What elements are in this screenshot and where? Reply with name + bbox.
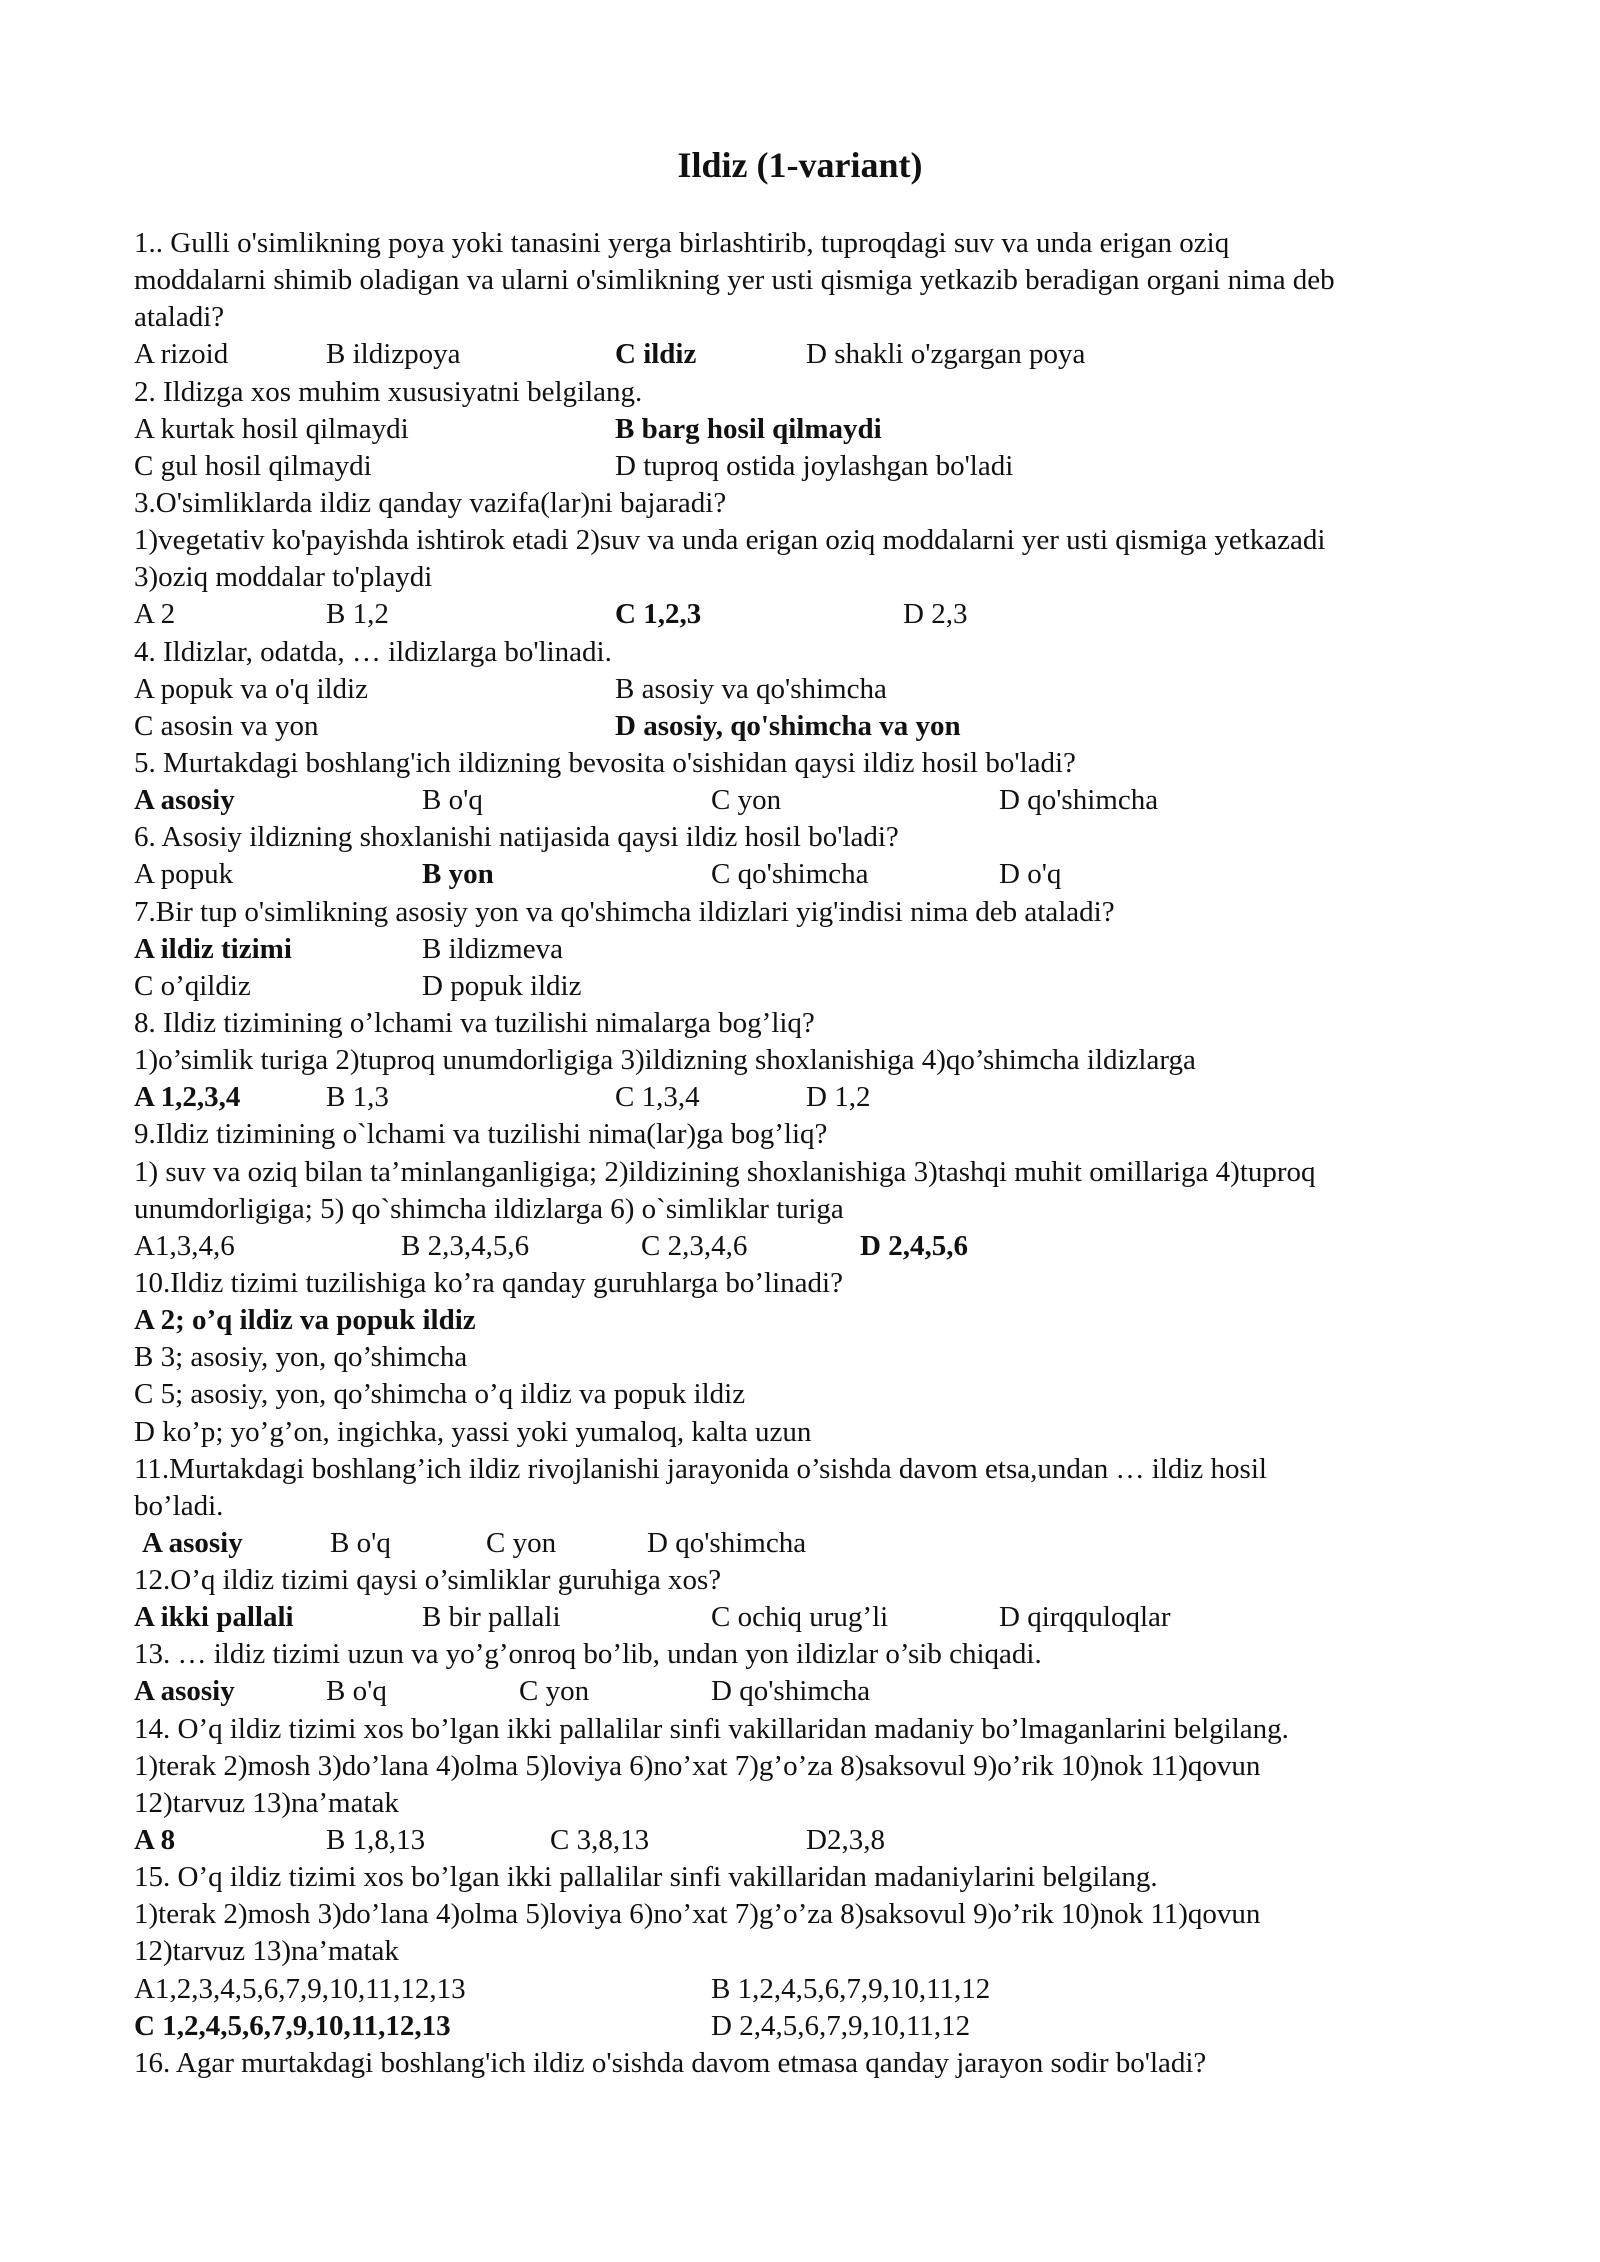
options-row [134, 1971, 1504, 2008]
option-a: A1,2,3,4,5,6,7,9,10,11,12,13 [134, 1972, 466, 2005]
option-b-correct: B yon [422, 858, 494, 891]
question-6 [134, 819, 1504, 893]
question-2 [134, 374, 1504, 485]
question-text: 4. Ildizlar, odatda, … ildizlarga bo'linadi. [134, 635, 612, 668]
question-text: 3)oziq moddalar to'playdi [134, 561, 433, 594]
question-text: 6. Asosiy ildizning shoxlanishi natijasida qaysi ildiz hosil bo'ladi? [134, 821, 899, 854]
option-c: C ochiq urug’li [711, 1601, 889, 1634]
option-b: B 2,3,4,5,6 [401, 1229, 530, 1262]
option-a-correct: A asosiy [142, 1526, 243, 1559]
option-c: C qo'shimcha [711, 858, 869, 891]
options-row [134, 1525, 1504, 1562]
option-d: D 2,4,5,6,7,9,10,11,12 [711, 2009, 971, 2042]
option-c: C 1,3,4 [615, 1081, 700, 1114]
option-d-correct: D 2,4,5,6 [860, 1229, 968, 1262]
question-text: ataladi? [134, 301, 225, 334]
question-text: 10.Ildiz tizimi tuzilishiga ko’ra qanday guruhlarga bo’linadi? [134, 1266, 843, 1299]
option-a-correct: A ikki pallali [134, 1601, 294, 1634]
option-a-correct: A 1,2,3,4 [134, 1081, 241, 1114]
option-c: C asosin va yon [134, 709, 319, 742]
options-row [134, 1079, 1504, 1116]
question-text: moddalarni shimib oladigan va ularni o'simlikning yer usti qismiga yetkazib beradigan organi nima deb [134, 264, 1335, 297]
option-b: B asosiy va qo'shimcha [615, 672, 887, 705]
option-d: D popuk ildiz [422, 969, 582, 1002]
question-14 [134, 1711, 1504, 1860]
question-text: 12.O’q ildiz tizimi qaysi o’simliklar guruhiga xos? [134, 1564, 722, 1597]
option-d: D 2,3 [903, 598, 968, 631]
options-row [134, 596, 1504, 633]
question-text: 5. Murtakdagi boshlang'ich ildizning bevosita o'sishidan qaysi ildiz hosil bo'ladi? [134, 746, 1076, 779]
question-11 [134, 1451, 1504, 1562]
options-row [134, 968, 1504, 1005]
question-text: 7.Bir tup o'simlikning asosiy yon va qo'shimcha ildizlari yig'indisi nima deb ataladi? [134, 895, 1115, 928]
question-7 [134, 894, 1504, 1005]
question-text: 9.Ildiz tizimining o`lchami va tuzilishi nima(lar)ga bog’liq? [134, 1118, 828, 1151]
question-1 [134, 225, 1504, 374]
option-d: D qo'shimcha [647, 1526, 807, 1559]
option-d: D o'q [999, 858, 1062, 891]
question-10 [134, 1265, 1504, 1451]
option-c: C 5; asosiy, yon, qo’shimcha o’q ildiz va popuk ildiz [134, 1378, 746, 1411]
option-b: B 1,3 [326, 1081, 389, 1114]
option-a: A popuk [134, 858, 234, 891]
options-row [134, 931, 1504, 968]
question-list [134, 225, 1504, 2082]
option-d: D 1,2 [806, 1081, 871, 1114]
question-12 [134, 1562, 1504, 1636]
option-d: D tuproq ostida joylashgan bo'ladi [615, 449, 1014, 482]
options-row [134, 671, 1504, 708]
option-a: A kurtak hosil qilmaydi [134, 412, 409, 445]
question-text: 1) suv va oziq bilan ta’minlanganligiga; 2)ildizining shoxlanishiga 3)tashqi muhit omillariga 4)tuproq [134, 1155, 1316, 1188]
question-4 [134, 634, 1504, 745]
question-text: 8. Ildiz tizimining o’lchami va tuzilishi nimalarga bog’liq? [134, 1006, 815, 1039]
options-row [134, 856, 1504, 893]
option-d: D ko’p; yo’g’on, ingichka, yassi yoki yumaloq, kalta uzun [134, 1415, 812, 1448]
option-d: D qo'shimcha [999, 784, 1159, 817]
options-row [134, 1599, 1504, 1636]
page-title: Ildiz (1-variant) [677, 145, 923, 185]
question-text: 3.O'simliklarda ildiz qanday vazifa(lar)ni bajaradi? [134, 486, 727, 519]
question-text: 16. Agar murtakdagi boshlang'ich ildiz o'sishda davom etmasa qanday jarayon sodir bo'ladi? [134, 2046, 1207, 2079]
options-row [134, 1822, 1504, 1859]
option-b-correct: B barg hosil qilmaydi [615, 412, 882, 445]
question-3 [134, 485, 1504, 634]
option-d: D qirqquloqlar [999, 1601, 1171, 1634]
question-text: 12)tarvuz 13)na’matak [134, 1935, 399, 1968]
option-c-correct: C 1,2,3 [615, 598, 702, 631]
question-text: 12)tarvuz 13)na’matak [134, 1786, 399, 1819]
question-5 [134, 745, 1504, 819]
options-row [134, 782, 1504, 819]
option-c-correct: C ildiz [615, 338, 697, 371]
option-b: B 1,2,4,5,6,7,9,10,11,12 [711, 1972, 991, 2005]
option-b: B 3; asosiy, yon, qo’shimcha [134, 1341, 468, 1374]
option-c: C yon [711, 784, 782, 817]
option-d: D shakli o'zgargan poya [806, 338, 1086, 371]
options-row [134, 448, 1504, 485]
option-b: B ildizpoya [326, 338, 461, 371]
question-16 [134, 2045, 1504, 2082]
option-c-correct: C 1,2,4,5,6,7,9,10,11,12,13 [134, 2009, 451, 2042]
options-row [134, 411, 1504, 448]
question-8 [134, 1005, 1504, 1116]
option-d-correct: D asosiy, qo'shimcha va yon [615, 709, 961, 742]
option-b: B o'q [330, 1526, 391, 1559]
question-text: 11.Murtakdagi boshlang’ich ildiz rivojlanishi jarayonida o’sishda davom etsa,undan … ildiz hosil [134, 1452, 1267, 1485]
option-b: B bir pallali [422, 1601, 561, 1634]
option-c: C yon [486, 1526, 557, 1559]
question-15 [134, 1859, 1504, 2045]
question-text: 13. … ildiz tizimi uzun va yo’g’onroq bo’lib, undan yon ildizlar o’sib chiqadi. [134, 1638, 1042, 1671]
question-text: unumdorligiga; 5) qo`shimcha ildizlarga 6) o`simliklar turiga [134, 1192, 844, 1225]
option-a: A popuk va o'q ildiz [134, 672, 368, 705]
option-a-correct: A 2; o’q ildiz va popuk ildiz [134, 1304, 476, 1337]
option-b: B ildizmeva [422, 932, 563, 965]
option-c: C o’qildiz [134, 969, 251, 1002]
question-text: 1)o’simlik turiga 2)tuproq unumdorligiga 3)ildizning shoxlanishiga 4)qo’shimcha ildizlarga [134, 1044, 1196, 1077]
option-a-correct: A ildiz tizimi [134, 932, 292, 965]
option-c: C gul hosil qilmaydi [134, 449, 372, 482]
option-c: C 3,8,13 [550, 1824, 650, 1857]
option-c: C 2,3,4,6 [641, 1229, 748, 1262]
options-row [134, 708, 1504, 745]
option-c: C yon [519, 1675, 590, 1708]
options-row [134, 2008, 1504, 2045]
option-b: B 1,2 [326, 598, 389, 631]
question-text: 14. O’q ildiz tizimi xos bo’lgan ikki pallalilar sinfi vakillaridan madaniy bo’lmaganlarini belgilang. [134, 1712, 1289, 1745]
question-text: 1.. Gulli o'simlikning poya yoki tanasini yerga birlashtirib, tuproqdagi suv va unda erigan oziq [134, 227, 1230, 259]
option-b: B o'q [326, 1675, 387, 1708]
options-row [134, 336, 1504, 373]
question-text: 1)vegetativ ko'payishda ishtirok etadi 2)suv va unda erigan oziq moddalarni yer usti qismiga yetkazadi [134, 524, 1326, 557]
options-row [134, 1228, 1504, 1265]
question-9 [134, 1116, 1504, 1265]
question-13 [134, 1636, 1504, 1710]
question-text: bo’ladi. [134, 1489, 224, 1522]
options-row [134, 1673, 1504, 1710]
option-a: A 2 [134, 598, 176, 631]
option-a-correct: A asosiy [134, 784, 235, 817]
option-d: D qo'shimcha [711, 1675, 871, 1708]
option-a-correct: A 8 [134, 1824, 176, 1857]
option-a: A1,3,4,6 [134, 1229, 235, 1262]
option-d: D2,3,8 [806, 1824, 885, 1857]
option-a-correct: A asosiy [134, 1675, 235, 1708]
option-b: B o'q [422, 784, 483, 817]
question-text: 1)terak 2)mosh 3)do’lana 4)olma 5)loviya 6)no’xat 7)g’o’za 8)saksovul 9)o’rik 10)nok 11)qovun [134, 1749, 1261, 1782]
question-text: 2. Ildizga xos muhim xususiyatni belgilang. [134, 375, 643, 408]
option-b: B 1,8,13 [326, 1824, 426, 1857]
question-text: 15. O’q ildiz tizimi xos bo’lgan ikki pallalilar sinfi vakillaridan madaniylarini belgilang. [134, 1861, 1158, 1894]
question-text: 1)terak 2)mosh 3)do’lana 4)olma 5)loviya 6)no’xat 7)g’o’za 8)saksovul 9)o’rik 10)nok 11)qovun [134, 1898, 1261, 1931]
option-a: A rizoid [134, 338, 229, 371]
